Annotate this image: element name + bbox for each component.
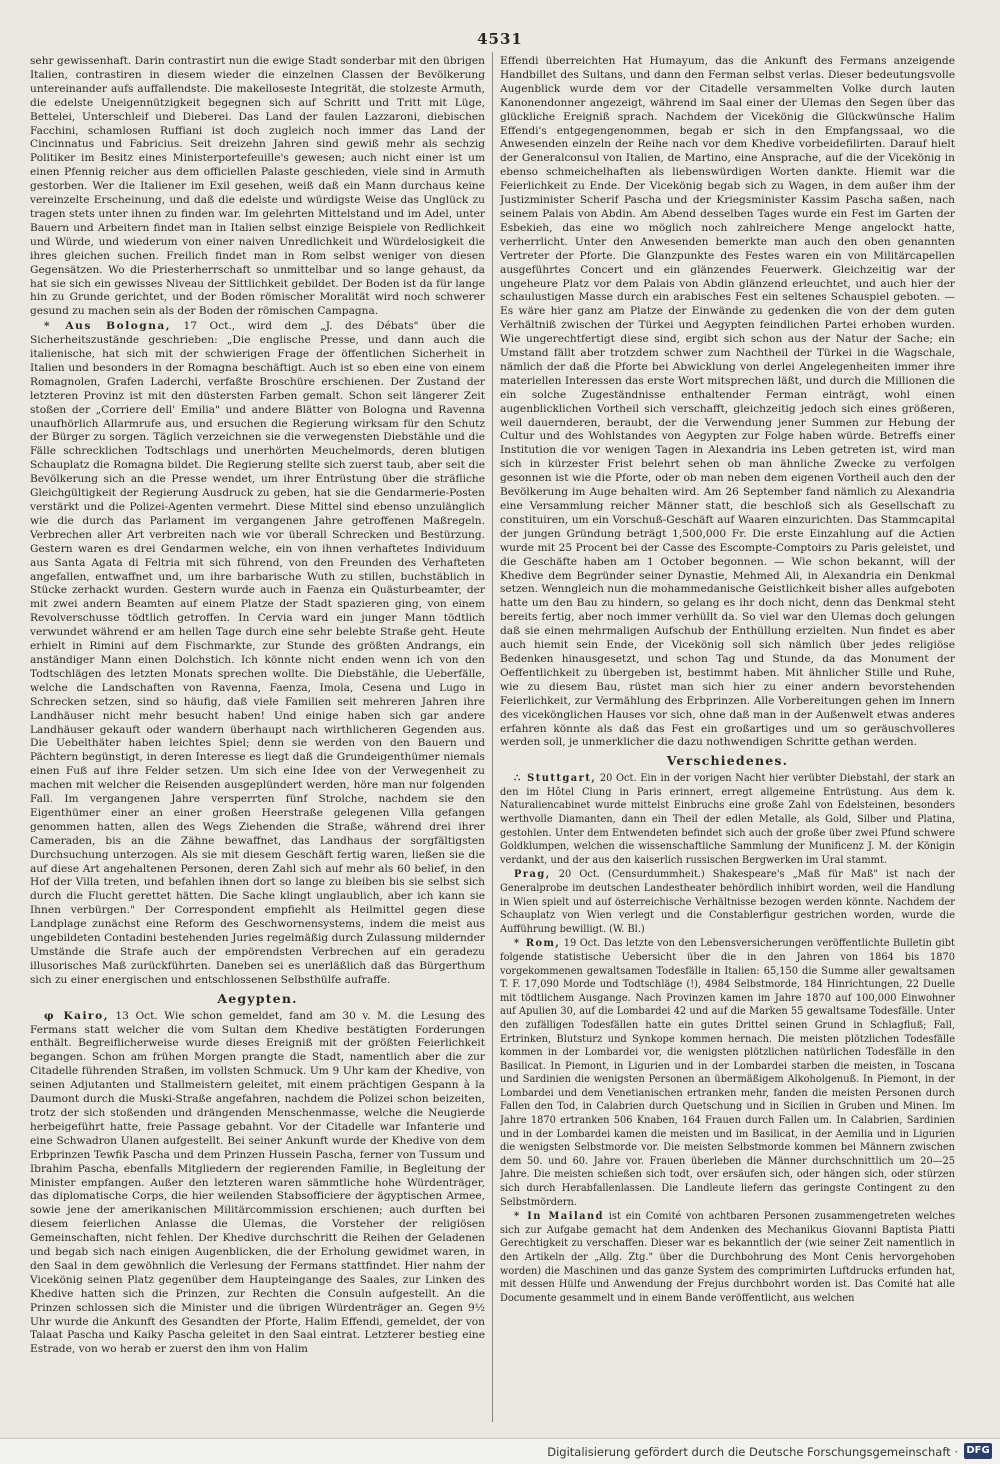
article-text: 17 Oct., wird dem „J. des Débats" über die Sicherheitszustände geschrieben: „Die englische Presse, und dann auch die italienische, hat sich mit der schwierigen Frage der öffentlichen Sicherheit in Italien und besonders in der Romagna beschäftigt. Auch ist so eben eine von einem Romagnolen, Grafen Laderchi, verfaßte Broschüre erschienen. Der Zustand der letzteren Provinz ist mit den düstersten Farben gemalt. Schon seit längerer Zeit stoßen der „Corriere dell' Emilia" und andere Blätter von Bologna und Ravenna unaufhörlich Allarmrufe aus, und ersuchen die Regierung wirksam für den Schutz der Bürger zu sorgen. Täglich verzeichnen sie die verwegensten Diebstähle und die Fälle schrecklichen Todtschlags und unerhörten Meuchelmords, deren blutigen Schauplatz die Romagna bildet. Die Regierung stellte sich zuerst taub, aber seit die Bevölkerung sich an die Presse wendet, um ihrer Entrüstung über die sträfliche Gleichgültigkeit der Regierung Ausdruck zu geben, hat sie die Gendarmerie-Posten verstärkt und die Polizei-Agenten vermehrt. Diese Mittel sind ebenso unzulänglich wie die durch das Parlament im vergangenen Jahre getroffenen Maßregeln. Verbrechen aller Art verbreiten nach wie vor überall Schrecken und Bestürzung. Gestern waren es drei Gendarmen welche, ein von ihnen verhaftetes Individuum aus Santa Agata di Feltria mit sich führend, von den Freunden des Verhafteten angefallen, entwaffnet und, um ihre barbarische Wuth zu stillen, buchstäblich in Stücke zerhackt wurden. Gestern wurde auch in Faenza ein Quästurbeamter, der mit zwei andern Beamten auf einem Platze der Stadt spazieren ging, von einem Revolverschusse tödtlich getroffen. In Cervia ward ein junger Mann tödtlich verwundet während er am hellen Tage durch eine sehr belebte Straße geht. Heute erhielt in Rimini auf dem Fischmarkte, zur Stunde des größten Andrangs, ein anständiger Mann einen Dolchstich. Ich könnte nicht enden wenn ich von den Todtschlägen des letzten Monats sprechen wollte. Die Diebstähle, die Ueberfälle, welche die Landschaften von Ravenna, Faenza, Imola, Cesena und Lugo in Schrecken setzen, sind so häufig, daß viele Familien seit mehreren Jahren ihre Landhäuser nicht mehr besucht haben! Und einige haben sich gar andere Landhäuser gekauft oder wandern überhaupt nach wirthlicheren Gegenden aus. Die Uebelthäter haben leichtes Spiel; denn sie werden von den Bauern und Pächtern begünstigt, in deren Interesse es liegt daß die Grundeigenthümer niemals einen Fuß auf ihre Felder setzen. Um sich eine Idee von der Verwegenheit zu machen mit welcher die Reisenden ausgeplündert werden, höre man nur folgenden Fall. Im vergangenen Jahre versperrten fünf Strolche, nachdem sie den Eigenthümer einer an einer großen Heerstraße gelegenen Villa gefangen genommen hatten, allen des Wegs Ziehenden die Straße, während drei ihrer Cameraden, bis an die Zähne bewaffnet, das Landhaus der sorgfältigsten Durchsuchung unterzogen. Als sie mit diesem Geschäft fertig waren, ließen sie die auf diese Art angehaltenen Personen, deren Zahl sich auf mehr als 60 belief, in den Hof der Villa treten, und befahlen ihnen dort so lange zu bleiben bis sie selbst sich durch die Flucht gerettet hätten. Die Sache klingt unglaublich, aber ich kann sie Ihnen verbürgen." Der Correspondent empfiehlt als Heilmittel gegen diese Landplage zunächst eine Reform des Geschwornensystems, indem die meist aus ungebildeten Contadini bestehenden Juries regelmäßig durch Zulassung mildernder Umstände die Strafe auch der empörendsten Verbrechen auf ein geradezu illusorisches Maß zurückführten. Daneben sei es unerläßlich daß das Bürgerthum sich zu einer energischen und entschlossenen Selbsthülfe aufraffe. — [30, 320, 485, 986]
column-divider — [492, 52, 493, 1422]
article-paragraph — [500, 1210, 955, 1305]
article-text: ist ein Comité von achtbaren Personen zusammengetreten welches sich zur Aufgabe gemacht hat dem Andenken des Mechanikus Giovanni Baptista Piatti Gerechtigkeit zu verschaffen. Dieser war es bekanntlich der (wie seiner Zeit namentlich in den Artikeln der „Allg. Ztg." über die Durchbohrung des Mont Cenis hervorgehoben worden) die Maschinen und das ganze System des comprimirten Luftdrucks erfunden hat, mit dessen Hülfe und Anwendung der Frejus durchbohrt worden ist. Das Comité hat alle Documente gesammelt und in einem Bande veröffentlicht, aus welchen — [500, 1211, 955, 1304]
dateline: Prag, — [514, 869, 551, 881]
article-paragraph: Effendi überreichten Hat Humayum, das die Ankunft des Fermans anzeigende Handbillet des Sultans, und dann den Ferman selbst verlas. Dieser bedeutungsvolle Augenblick wurde dem vor der Citadelle versammelten Volke durch lauten Kanonendonner angezeigt, während im Saal einer der Ulemas den Segen über das glückliche Ereigniß sprach. Nachdem der Vicekönig die Glückwünsche Halim Effendi's entgegengenommen, begab er sich in den Empfangssaal, wo die Anwesenden einzeln der Reihe nach vor dem Khedive vorbeidefilirten. Darauf hielt der Generalconsul von Italien, de Martino, eine Ansprache, auf die der Vicekönig in ebenso schmeichelhaften als liebenswürdigen Worten dankte. Hiemit war die Feierlichkeit zu Ende. Der Vicekönig begab sich zu Wagen, in dem außer ihm der Justizminister Scherif Pascha und der Kriegsminister Kassim Pascha saßen, nach seinem Palais von Abdin. Am Abend desselben Tages wurde ein Fest im Garten der Esbekieh, das eine wo möglich noch zahlreichere Menge angelockt hatte, verherrlicht. Unter den Anwesenden bemerkte man auch den oben genannten Vertreter der Pforte. Die Glanzpunkte des Festes waren ein von Militärcapellen ausgeführtes Concert und ein glänzendes Feuerwerk. Gleichzeitig war der ungeheure Platz vor dem Palais von Abdin glänzend erleuchtet, und auch hier der schaulustigen Masse durch ein arabisches Fest ein seltenes Schauspiel geboten. — Es wäre hier ganz am Platze der Einwände zu gedenken die von der dem guten Verhältniß zwischen der Türkei und Aegypten feindlichen Partei erhoben wurden. Wie ungerechtfertigt diese sind, ergibt sich schon aus der Natur der Sache; ein Umstand fällt aber trotzdem schwer zum Nachtheil der Türkei in die Wagschale, nämlich der daß die Pforte bei Abwicklung von derlei Angelegenheiten immer ihre materiellen Interessen das erste Wort mitsprechen läßt, und durch die Millionen die ein solche Zugeständnisse enthaltender Ferman einträgt, wohl einen augenblicklichen Vortheil sich verschafft, gleichzeitig jedoch sich eines größeren, weil dauernderen, beraubt, der die Verwendung jener Summen zur Hebung der Cultur und des Wohlstandes von Aegypten zur Folge haben würde. Betreffs einer Institution die vor wenigen Tagen in Alexandria ins Leben getreten ist, wird man sich in kürzester Frist belehrt sehen ob man ähnliche Zwecke zu verfolgen gesonnen ist wie die Pforte, oder ob man neben dem eigenen Vortheil auch den der Bevölkerung im Auge behalten wird. Am 26 September fand nämlich zu Alexandria eine Versammlung reicher Männer statt, die beschloß sich als Gesellschaft zu constituiren, um ein Vorschuß-Geschäft auf Waaren einzurichten. Das Stammcapital der jungen Gründung beträgt 1,500,000 Fr. Die erste Einzahlung auf die Actien wurde mit 25 Procent bei der Casse des Escompte-Comptoirs zu Paris geleistet, und die Geschäfte haben am 1 October begonnen. — Wie schon bekannt, will der Khedive dem Begründer seiner Dynastie, Mehmed Ali, in Alexandria ein Denkmal setzen. Wenngleich nun die mohammedanische Geistlichkeit bisher alles aufgeboten hatte um den Bau zu hindern, so gelang es ihr doch nicht, denn das Denkmal steht bereits fertig, aber noch immer verhüllt da. So viel war den Ulemas doch gelungen daß sie einen mehrmaligen Aufschub der Enthüllung erzielten. Nun findet es aber auch hiemit sein Ende, der Vicekönig soll sich nämlich über jedes religiöse Bedenken hinausgesetzt, und schon Tag und Stunde, da das Monument der Oeffentlichkeit zu übergeben ist, bestimmt haben. Mit ähnlicher Stille und Ruhe, wie zu diesem Bau, rüstet man sich hier zu einer andern bevorstehenden Feierlichkeit, zur Vermählung des Erbprinzen. Alle Vorbereitungen gehen im Innern des vicekönglichen Hauses vor sich, ohne daß man in der Außenwelt etwas anderes erfahren könnte als daß das Fest ein großartiges und um so geräuschvolleres werden soll, je unmerklicher die dazu nothwendigen Schritte gethan werden. — [500, 55, 955, 749]
article-paragraph — [500, 868, 955, 936]
article-text: 19 Oct. Das letzte von den Lebensversicherungen veröffentlichte Bulletin gibt folgende statistische Uebersicht über die in den Jahren von 1864 bis 1870 vorgekommenen gewaltsamen Todesfälle in Italien: 65,150 die Summe aller gewaltsamen T. F. 17,090 Morde und Todtschläge (!), 4984 Selbstmorde, 184 Hinrichtungen, 22 Duelle mit tödtlichem Ausgange. Nach Provinzen kamen im Jahre 1870 auf 100,000 Einwohner auf Apulien 30, auf die Lombardei 42 und auf die Marken 55 gewaltsame Todesfälle. Unter den zufälligen Todesfällen hatte ein gutes Drittel seinen Grund in Schlagfluß; Fall, Ertrinken, Blutsturz und Synkope kommen hernach. Die meisten plötzlichen Todesfälle kommen in der Lombardei vor, die wenigsten plötzlichen natürlichen Todesfälle in den Basilicat. In Piemont, in Ligurien und in der Lombardei starben die meisten, in Toscana und Sardinien die wenigsten Personen an übermäßigem Alkoholgenuß. In Piemont, in der Lombardei und dem Venetianischen ertranken mehr, fanden die meisten Personen durch Fallen den Tod, in Calabrien durch Quetschung und in Sicilien in Gruben und Minen. Im Jahre 1870 ertranken 506 Knaben, 164 Frauen durch Fallen um. In Calabrien, Sardinien und in der Lombardei kamen die meisten und im Basilicat, in der Aemilia und in Ligurien die wenigsten Selbstmorde vor. Die meisten Selbstmorde kommen bei Männern zwischen dem 50. und 60. Jahre vor. Frauen überleben die Männer durchschnittlich um 20—25 Jahre. Die meisten schießen sich todt, over ersäufen sich, oder hängen sich, oder stürzen sich durch Herabfallenlassen. Die Landleute liefern das geringste Contingent zu den Selbstmördern. — [500, 938, 955, 1208]
article-text: 20 Oct. Ein in der vorigen Nacht hier verübter Diebstahl, der stark an den im Hôtel Clung in Paris erinnert, erregt allgemeine Entrüstung. Aus dem k. Naturaliencabinet wurde mittelst Einbruchs eine große Zahl von Edelsteinen, besonders werthvolle Diamanten, dann ein Theil der edlen Metalle, als Gold, Silber und Platina, gestohlen. Unter dem Entwendeten befindet sich auch der große über zwei Pfund schwere Goldklumpen, welchen die wissenschaftliche Sammlung der Munificenz J. M. der Königin verdankt, und der aus den kaiserlich russischen Bergwerken im Ural stammt. — [500, 773, 955, 866]
dfg-logo-icon: DFG — [964, 1443, 992, 1459]
dateline: * In Mailand — [514, 1211, 604, 1223]
right-column — [500, 55, 955, 1417]
dateline: ∴ Stuttgart, — [514, 773, 597, 785]
left-column — [30, 55, 485, 1417]
article-paragraph — [30, 320, 485, 988]
section-heading-verschiedenes: Verschiedenes. — [666, 753, 789, 769]
dateline: φ Kairo, — [44, 1009, 109, 1022]
article-text: 13 Oct. Wie schon gemeldet, fand am 30 v. M. die Lesung des Fermans statt welcher die vom Sultan dem Khedive bestätigten Forderungen enthält. Begreiflicherweise wurde dieses Ereigniß mit der größten Feierlichkeit begangen. Schon am frühen Morgen prangte die Stadt, namentlich aber die zur Citadelle führenden Straßen, im vollsten Schmuck. Um 9 Uhr kam der Khedive, von seinen Adjutanten und Stallmeistern geleitet, mit einem prächtigen Gespann à la Daumont durch die Muski-Straße angefahren, nachdem die Polizei schon beizeiten, trotz der sich stoßenden und drängenden Menschenmasse, welche die Neugierde herbeigeführt hatte, freie Passage gebahnt. Vor der Citadelle war Infanterie und eine Schwadron Ulanen aufgestellt. Bei seiner Ankunft wurde der Khedive von dem Erbprinzen Tewfik Pascha und dem Prinzen Hussein Pascha, ferner von Tussum und Ibrahim Pascha, ebenfalls Mitgliedern der regierenden Familie, in Begleitung der Minister empfangen. Außer den letzteren waren sämmtliche hohe Würdenträger, das diplomatische Corps, die hier weilenden Stabsofficiere der ägyptischen Armee, sowie jene der amerikanischen Militärcommission erschienen; auch durften bei diesem feierlichen Anlasse die Ulemas, die Vorsteher der religiösen Gemeinschaften, nicht fehlen. Der Khedive durchschritt die Reihen der Geladenen und begab sich nach einigen Augenblicken, die der Erholung gewidmet waren, in den Saal in dem gewöhnlich die Verlesung der Fermans stattfindet. Hier nahm der Vicekönig seinen Platz gegenüber dem Haupteingange des Saales, zur Linken des Khedive hatten sich die Prinzen, zur Rechten die Consuln aufgestellt. An die Prinzen schlossen sich die Minister und die übrigen Würdenträger an. Gegen 9½ Uhr wurde die Ankunft des Gesandten der Pforte, Halim Effendi, gemeldet, der von Talaat Pascha und Kaiky Pascha geleitet in den Saal eintrat. Letzterer bestieg eine Estrade, von wo herab er zuerst den ihm von Halim — [30, 1009, 485, 1356]
dateline: * Aus Bologna, — [44, 320, 171, 333]
dateline: * Rom, — [514, 938, 561, 950]
article-paragraph — [500, 937, 955, 1209]
page-number: 4531 — [477, 30, 523, 48]
section-heading-aegypten: Aegypten. — [217, 990, 298, 1006]
footer-bar — [0, 1438, 1000, 1464]
article-paragraph — [500, 772, 955, 867]
article-paragraph: sehr gewissenhaft. Darin contrastirt nun die ewige Stadt sonderbar mit den übrigen Italien, contrastiren in diesem wieder die einzelnen Classen der Bevölkerung untereinander aufs auffallendste. Die makelloseste Integrität, die stolzeste Armuth, die edelste Uneigennützigkeit begegnen sich auf Schritt und Tritt mit Lüge, Bettelei, Unterschleif und Dieberei. Das Land der faulen Lazzaroni, diebischen Facchini, schamlosen Ruffiani ist doch zugleich noch immer das Land der Cincinnatus und Fabricius. Seit dreizehn Jahren sind gewiß mehr als sechzig Politiker im Besitz eines Ministerportefeuille's gewesen; auch nicht einer ist um einen Pfennig reicher aus dem officiellen Palaste geschieden, viele sind in Armuth gestorben. Wer die Italiener im Exil gesehen, weiß daß ein Mann durchaus keine vereinzelte Erscheinung, und daß die edelste und würdigste Weise das Unglück zu tragen stets unter ihnen zu finden war. Im gelehrten Mittelstand und im Adel, unter Bauern und Arbeitern findet man in Italien selbst einzige Beispiele von Redlichkeit und Würde, und wiederum von einer naiven Unredlichkeit und Würdelosigkeit die ihres gleichen suchen. Freilich findet man in Rom selbst weniger von diesen Gegensätzen. Wo die Priesterherrschaft so unmittelbar und so lange gehaust, da hat sie sich ein gewisses Niveau der Sittlichkeit gebildet. Der Boden ist da für lange hin zu Grunde gerichtet, und der Boden römischer Moralität wird noch schwerer gesund zu machen sein als der Boden der römischen Campagna. — [30, 55, 485, 318]
article-paragraph — [30, 1010, 485, 1358]
footer-credit: Digitalisierung gefördert durch die Deutsche Forschungsgemeinschaft · — [547, 1445, 958, 1459]
article-text: 20 Oct. (Censurdummheit.) Shakespeare's „Maß für Maß" ist nach der Generalprobe im deutschen Landestheater behördlich inhibirt worden, weil die Handlung in Wien spielt und auf österreichische Verhältnisse bezogen werden könnte. Nachdem der Schauplatz von Wien verlegt und die Constablerfigur gestrichen worden, wurde die Aufführung bewilligt. (W. Bl.) — [500, 869, 955, 935]
